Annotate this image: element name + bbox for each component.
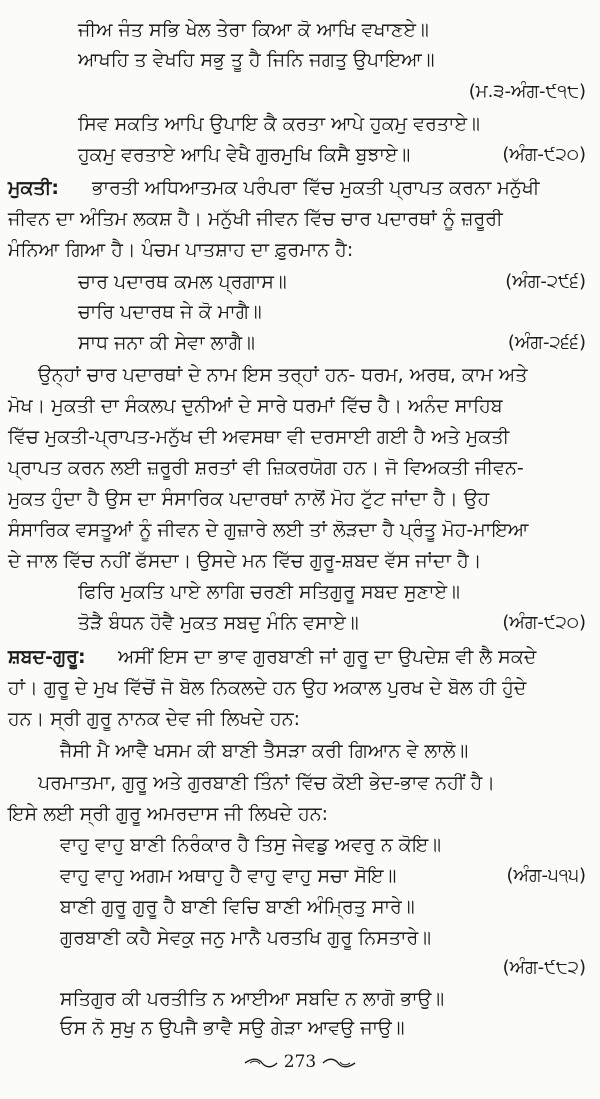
verse-line: ਓਸ ਨੋ ਸੁਖੁ ਨ ਉਪਜੈ ਭਾਵੈ ਸਉ ਗੇੜਾ ਆਵਉ ਜਾਉ॥	[60, 1017, 405, 1039]
page-number: 273	[283, 1052, 317, 1072]
verse-line: ਵਾਹੁ ਵਾਹੁ ਅਗਮ ਅਥਾਹੁ ਹੈ ਵਾਹੁ ਵਾਹੁ ਸਚਾ ਸੋਇ॥	[60, 865, 397, 887]
paragraph-line: ਹਨ। ਸ੍ਰੀ ਗੁਰੂ ਨਾਨਕ ਦੇਵ ਜੀ ਲਿਖਦੇ ਹਨ:	[8, 708, 301, 730]
citation: (ਅੰਗ-੯੮੨)	[502, 957, 586, 978]
verse-line: ਵਾਹੁ ਵਾਹੁ ਬਾਣੀ ਨਿਰੰਕਾਰ ਹੈ ਤਿਸੁ ਜੇਵਡੁ ਅਵਰੁ ਨ ਕੋਇ॥	[60, 834, 442, 856]
paragraph-line: ਇਸੇ ਲਈ ਸ੍ਰੀ ਗੁਰੂ ਅਮਰਦਾਸ ਜੀ ਲਿਖਦੇ ਹਨ:	[8, 803, 329, 825]
paragraph-line: ਸੰਸਾਰਿਕ ਵਸਤੂਆਂ ਨੂੰ ਜੀਵਨ ਦੇ ਗੁਜ਼ਾਰੇ ਲਈ ਤਾਂ ਲੋੜਦਾ ਹੈ ਪ੍ਰੰਤੂ ਮੋਹ-ਮਾਇਆ	[8, 519, 529, 541]
verse-line: ਚਾਰਿ ਪਦਾਰਥ ਜੇ ਕੋ ਮਾਗੈ॥	[78, 301, 262, 323]
verse-line: ਚਾਰ ਪਦਾਰਥ ਕਮਲ ਪ੍ਰਗਾਸ॥	[78, 271, 287, 293]
verse-line: ਸਤਿਗੁਰ ਕੀ ਪਰਤੀਤਿ ਨ ਆਈਆ ਸਬਦਿ ਨ ਲਾਗੋ ਭਾਉ॥	[60, 988, 445, 1010]
verse-line: ਹੁਕਮੁ ਵਰਤਾਏ ਆਪਿ ਵੇਖੈ ਗੁਰਮੁਖਿ ਕਿਸੈ ਬੁਝਾਏ॥	[78, 144, 411, 166]
left-flourish-icon	[244, 1058, 278, 1068]
paragraph-line: ਵਿੱਚ ਮੁਕਤੀ-ਪ੍ਰਾਪਤ-ਮਨੁੱਖ ਦੀ ਅਵਸਥਾ ਵੀ ਦਰਸਾਈ ਗਈ ਹੈ ਅਤੇ ਮੁਕਤੀ	[8, 426, 510, 448]
citation: (ਅੰਗ-੨੬੬)	[507, 332, 586, 353]
paragraph-line: ਮੰਨਿਆ ਗਿਆ ਹੈ। ਪੰਚਮ ਪਾਤਸ਼ਾਹ ਦਾ ਫ਼ੁਰਮਾਨ ਹੈ:	[8, 239, 354, 261]
verse-line: ਜੈਸੀ ਮੈ ਆਵੈ ਖਸਮ ਕੀ ਬਾਣੀ ਤੈਸੜਾ ਕਰੀ ਗਿਆਨ ਵੇ ਲਾਲੋ॥	[60, 740, 469, 762]
paragraph-line: ਉਨ੍ਹਾਂ ਚਾਰ ਪਦਾਰਥਾਂ ਦੇ ਨਾਮ ਇਸ ਤਰ੍ਹਾਂ ਹਨ- ਧਰਮ, ਅਰਥ, ਕਾਮ ਅਤੇ	[38, 364, 528, 386]
verse-line: ਆਖਹਿ ਤ ਵੇਖਹਿ ਸਭੁ ਤੂ ਹੈ ਜਿਨਿ ਜਗਤੁ ਉਪਾਇਆ॥	[78, 49, 435, 71]
right-flourish-icon	[322, 1058, 356, 1068]
paragraph-line: ਹਾਂ। ਗੁਰੂ ਦੇ ਮੁਖ ਵਿੱਚੋਂ ਜੋ ਬੋਲ ਨਿਕਲਦੇ ਹਨ ਉਹ ਅਕਾਲ ਪੁਰਖ ਦੇ ਬੋਲ ਹੀ ਹੁੰਦੇ	[8, 677, 527, 699]
section-heading: ਮੁਕਤੀ:	[8, 177, 59, 199]
paragraph-line: ਪਰਮਾਤਮਾ, ਗੁਰੂ ਅਤੇ ਗੁਰਬਾਣੀ ਤਿੰਨਾਂ ਵਿੱਚ ਕੋਈ ਭੇਦ-ਭਾਵ ਨਹੀਂ ਹੈ।	[38, 772, 496, 794]
paragraph-line: ਜੀਵਨ ਦਾ ਅੰਤਿਮ ਲਕਸ਼ ਹੈ। ਮਨੁੱਖੀ ਜੀਵਨ ਵਿੱਚ ਚਾਰ ਪਦਾਰਥਾਂ ਨੂੰ ਜ਼ਰੂਰੀ	[8, 208, 503, 230]
verse-line: ਸਾਧ ਜਨਾ ਕੀ ਸੇਵਾ ਲਾਗੈ॥	[78, 332, 255, 354]
paragraph-line: ਮੋਖ। ਮੁਕਤੀ ਦਾ ਸੰਕਲਪ ਦੁਨੀਆਂ ਦੇ ਸਾਰੇ ਧਰਮਾਂ ਵਿੱਚ ਹੈ। ਅਨੰਦ ਸਾਹਿਬ	[8, 395, 503, 417]
section-heading: ਸ਼ਬਦ-ਗੁਰੂ:	[8, 646, 86, 668]
verse-line: ਤੋੜੈ ਬੰਧਨ ਹੋਵੈ ਮੁਕਤ ਸਬਦੁ ਮੰਨਿ ਵਸਾਏ॥	[78, 612, 359, 634]
citation: (ਅੰਗ-੫੧੫)	[506, 865, 586, 886]
verse-line: ਗੁਰਬਾਣੀ ਕਹੈ ਸੇਵਕੁ ਜਨੁ ਮਾਨੈ ਪਰਤਖਿ ਗੁਰੂ ਨਿਸਤਾਰੇ॥	[60, 927, 432, 949]
verse-line: ਜੀਅ ਜੰਤ ਸਭਿ ਖੇਲ ਤੇਰਾ ਕਿਆ ਕੋ ਆਖਿ ਵਖਾਣਏ॥	[78, 19, 429, 41]
verse-line: ਸਿਵ ਸਕਤਿ ਆਪਿ ਉਪਾਇ ਕੈ ਕਰਤਾ ਆਪੇ ਹੁਕਮੁ ਵਰਤਾਏ॥	[78, 113, 480, 135]
citation: (ਅੰਗ-੨੯੬)	[505, 271, 586, 292]
paragraph-line: ਭਾਰਤੀ ਅਧਿਆਤਮਕ ਪਰੰਪਰਾ ਵਿੱਚ ਮੁਕਤੀ ਪ੍ਰਾਪਤ ਕਰਨਾ ਮਨੁੱਖੀ	[92, 177, 540, 199]
citation: (ਅੰਗ-੯੨੦)	[502, 144, 586, 165]
citation: (ਅੰਗ-੯੨੦)	[502, 612, 586, 633]
citation: (ਮ.੩-ਅੰਗ-੯੧੮)	[468, 81, 586, 102]
paragraph-line: ਮੁਕਤ ਹੁੰਦਾ ਹੈ ਉਸ ਦਾ ਸੰਸਾਰਿਕ ਪਦਾਰਥਾਂ ਨਾਲੋਂ ਮੋਹ ਟੁੱਟ ਜਾਂਦਾ ਹੈ। ਉਹ	[8, 488, 490, 510]
verse-line: ਬਾਣੀ ਗੁਰੂ ਗੁਰੂ ਹੈ ਬਾਣੀ ਵਿਚਿ ਬਾਣੀ ਅੰਮ੍ਰਿਤੁ ਸਾਰੇ॥	[60, 896, 415, 918]
page-footer	[0, 1052, 600, 1072]
paragraph-line: ਦੇ ਜਾਲ ਵਿੱਚ ਨਹੀਂ ਫੱਸਦਾ। ਉਸਦੇ ਮਨ ਵਿੱਚ ਗੁਰੂ-ਸ਼ਬਦ ਵੱਸ ਜਾਂਦਾ ਹੈ।	[8, 550, 482, 572]
paragraph-line: ਪ੍ਰਾਪਤ ਕਰਨ ਲਈ ਜ਼ਰੂਰੀ ਸ਼ਰਤਾਂ ਵੀ ਜ਼ਿਕਰਯੋਗ ਹਨ। ਜੋ ਵਿਅਕਤੀ ਜੀਵਨ-	[8, 457, 524, 479]
paragraph-line: ਅਸੀਂ ਇਸ ਦਾ ਭਾਵ ਗੁਰਬਾਣੀ ਜਾਂ ਗੁਰੂ ਦਾ ਉਪਦੇਸ਼ ਵੀ ਲੈ ਸਕਦੇ	[118, 646, 537, 668]
verse-line: ਫਿਰਿ ਮੁਕਤਿ ਪਾਏ ਲਾਗਿ ਚਰਣੀ ਸਤਿਗੁਰੂ ਸਬਦ ਸੁਣਾਏ॥	[78, 581, 460, 603]
